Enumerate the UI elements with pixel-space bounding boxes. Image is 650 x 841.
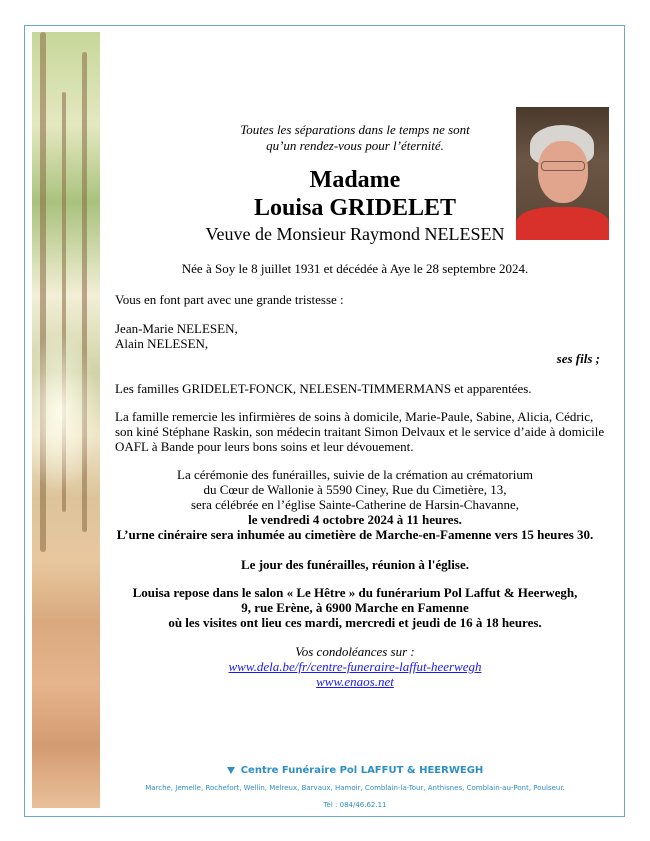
triangle-down-icon bbox=[227, 767, 235, 774]
visit-line-3: où les visites ont lieu ces mardi, mercredi et jeudi de 16 à 18 heures. bbox=[168, 615, 542, 630]
condolences-link-dela[interactable]: www.dela.be/fr/centre-funeraire-laffut-heerwegh bbox=[228, 659, 482, 674]
deceased-title: Madame bbox=[309, 167, 401, 193]
quote-line-2: qu’un rendez-vous pour l’éternité. bbox=[266, 138, 444, 153]
announce-text: Vous en font part avec une grande tristesse : bbox=[115, 292, 344, 307]
condolences-label: Vos condoléances sur : bbox=[295, 644, 415, 659]
ceremony-date: le vendredi 4 octobre 2024 à 11 heures. bbox=[248, 512, 462, 527]
footer-company bbox=[110, 765, 600, 776]
visit-line-1: Louisa repose dans le salon « Le Hêtre » du funérarium Pol Laffut & Heerwegh, bbox=[132, 585, 578, 600]
sunlight bbox=[32, 332, 100, 492]
visit-line-2: 9, rue Erène, à 6900 Marche en Famenne bbox=[241, 600, 469, 615]
widow-of: Veuve de Monsieur Raymond NELESEN bbox=[205, 224, 505, 244]
birth-death: Née à Soy le 8 juillet 1931 et décédée à Aye le 28 septembre 2024. bbox=[181, 261, 529, 276]
child-2: Alain NELESEN, bbox=[115, 336, 209, 351]
children-label: ses fils ; bbox=[556, 351, 600, 366]
footer-company-name: Centre Funéraire Pol LAFFUT & HEERWEGH bbox=[240, 765, 484, 776]
deceased-name: Louisa GRIDELET bbox=[253, 195, 457, 221]
thanks-line-2: son kiné Stéphane Raskin, son médecin traitant Simon Delvaux et le service d’aide à domicile bbox=[115, 424, 605, 439]
quote-line-1: Toutes les séparations dans le temps ne sont bbox=[240, 122, 470, 137]
forest-side-image bbox=[32, 32, 100, 808]
thanks-line-3: OAFL à Bande pour leurs bons soins et leur dévouement. bbox=[115, 439, 414, 454]
ceremony-line-1: La cérémonie des funérailles, suivie de la crémation au crématorium bbox=[177, 467, 533, 482]
meeting-text: Le jour des funérailles, réunion à l'église. bbox=[241, 557, 469, 572]
footer-phone: Tél : 084/46.62.11 bbox=[323, 801, 387, 809]
footer-locations: Marche, Jemelle, Rochefort, Wellin, Melreux, Barvaux, Hamoir, Comblain-la-Tour, Anthisnes, Comblain-au-Pont, Poulseur. bbox=[145, 784, 565, 792]
child-1: Jean-Marie NELESEN, bbox=[115, 321, 238, 336]
families-text: Les familles GRIDELET-FONCK, NELESEN-TIMMERMANS et apparentées. bbox=[115, 381, 532, 396]
ceremony-line-3: sera célébrée en l’église Sainte-Catherine de Harsin-Chavanne, bbox=[190, 497, 520, 512]
condolences-link-enaos[interactable]: www.enaos.net bbox=[316, 674, 394, 689]
thanks-line-1: La famille remercie les infirmières de soins à domicile, Marie-Paule, Sabine, Alicia, Cédric, bbox=[115, 409, 594, 424]
ceremony-line-2: du Cœur de Wallonie à 5590 Ciney, Rue du Cimetière, 13, bbox=[203, 482, 507, 497]
urn-text: L’urne cinéraire sera inhumée au cimetière de Marche-en-Famenne vers 15 heures 30. bbox=[116, 527, 594, 542]
